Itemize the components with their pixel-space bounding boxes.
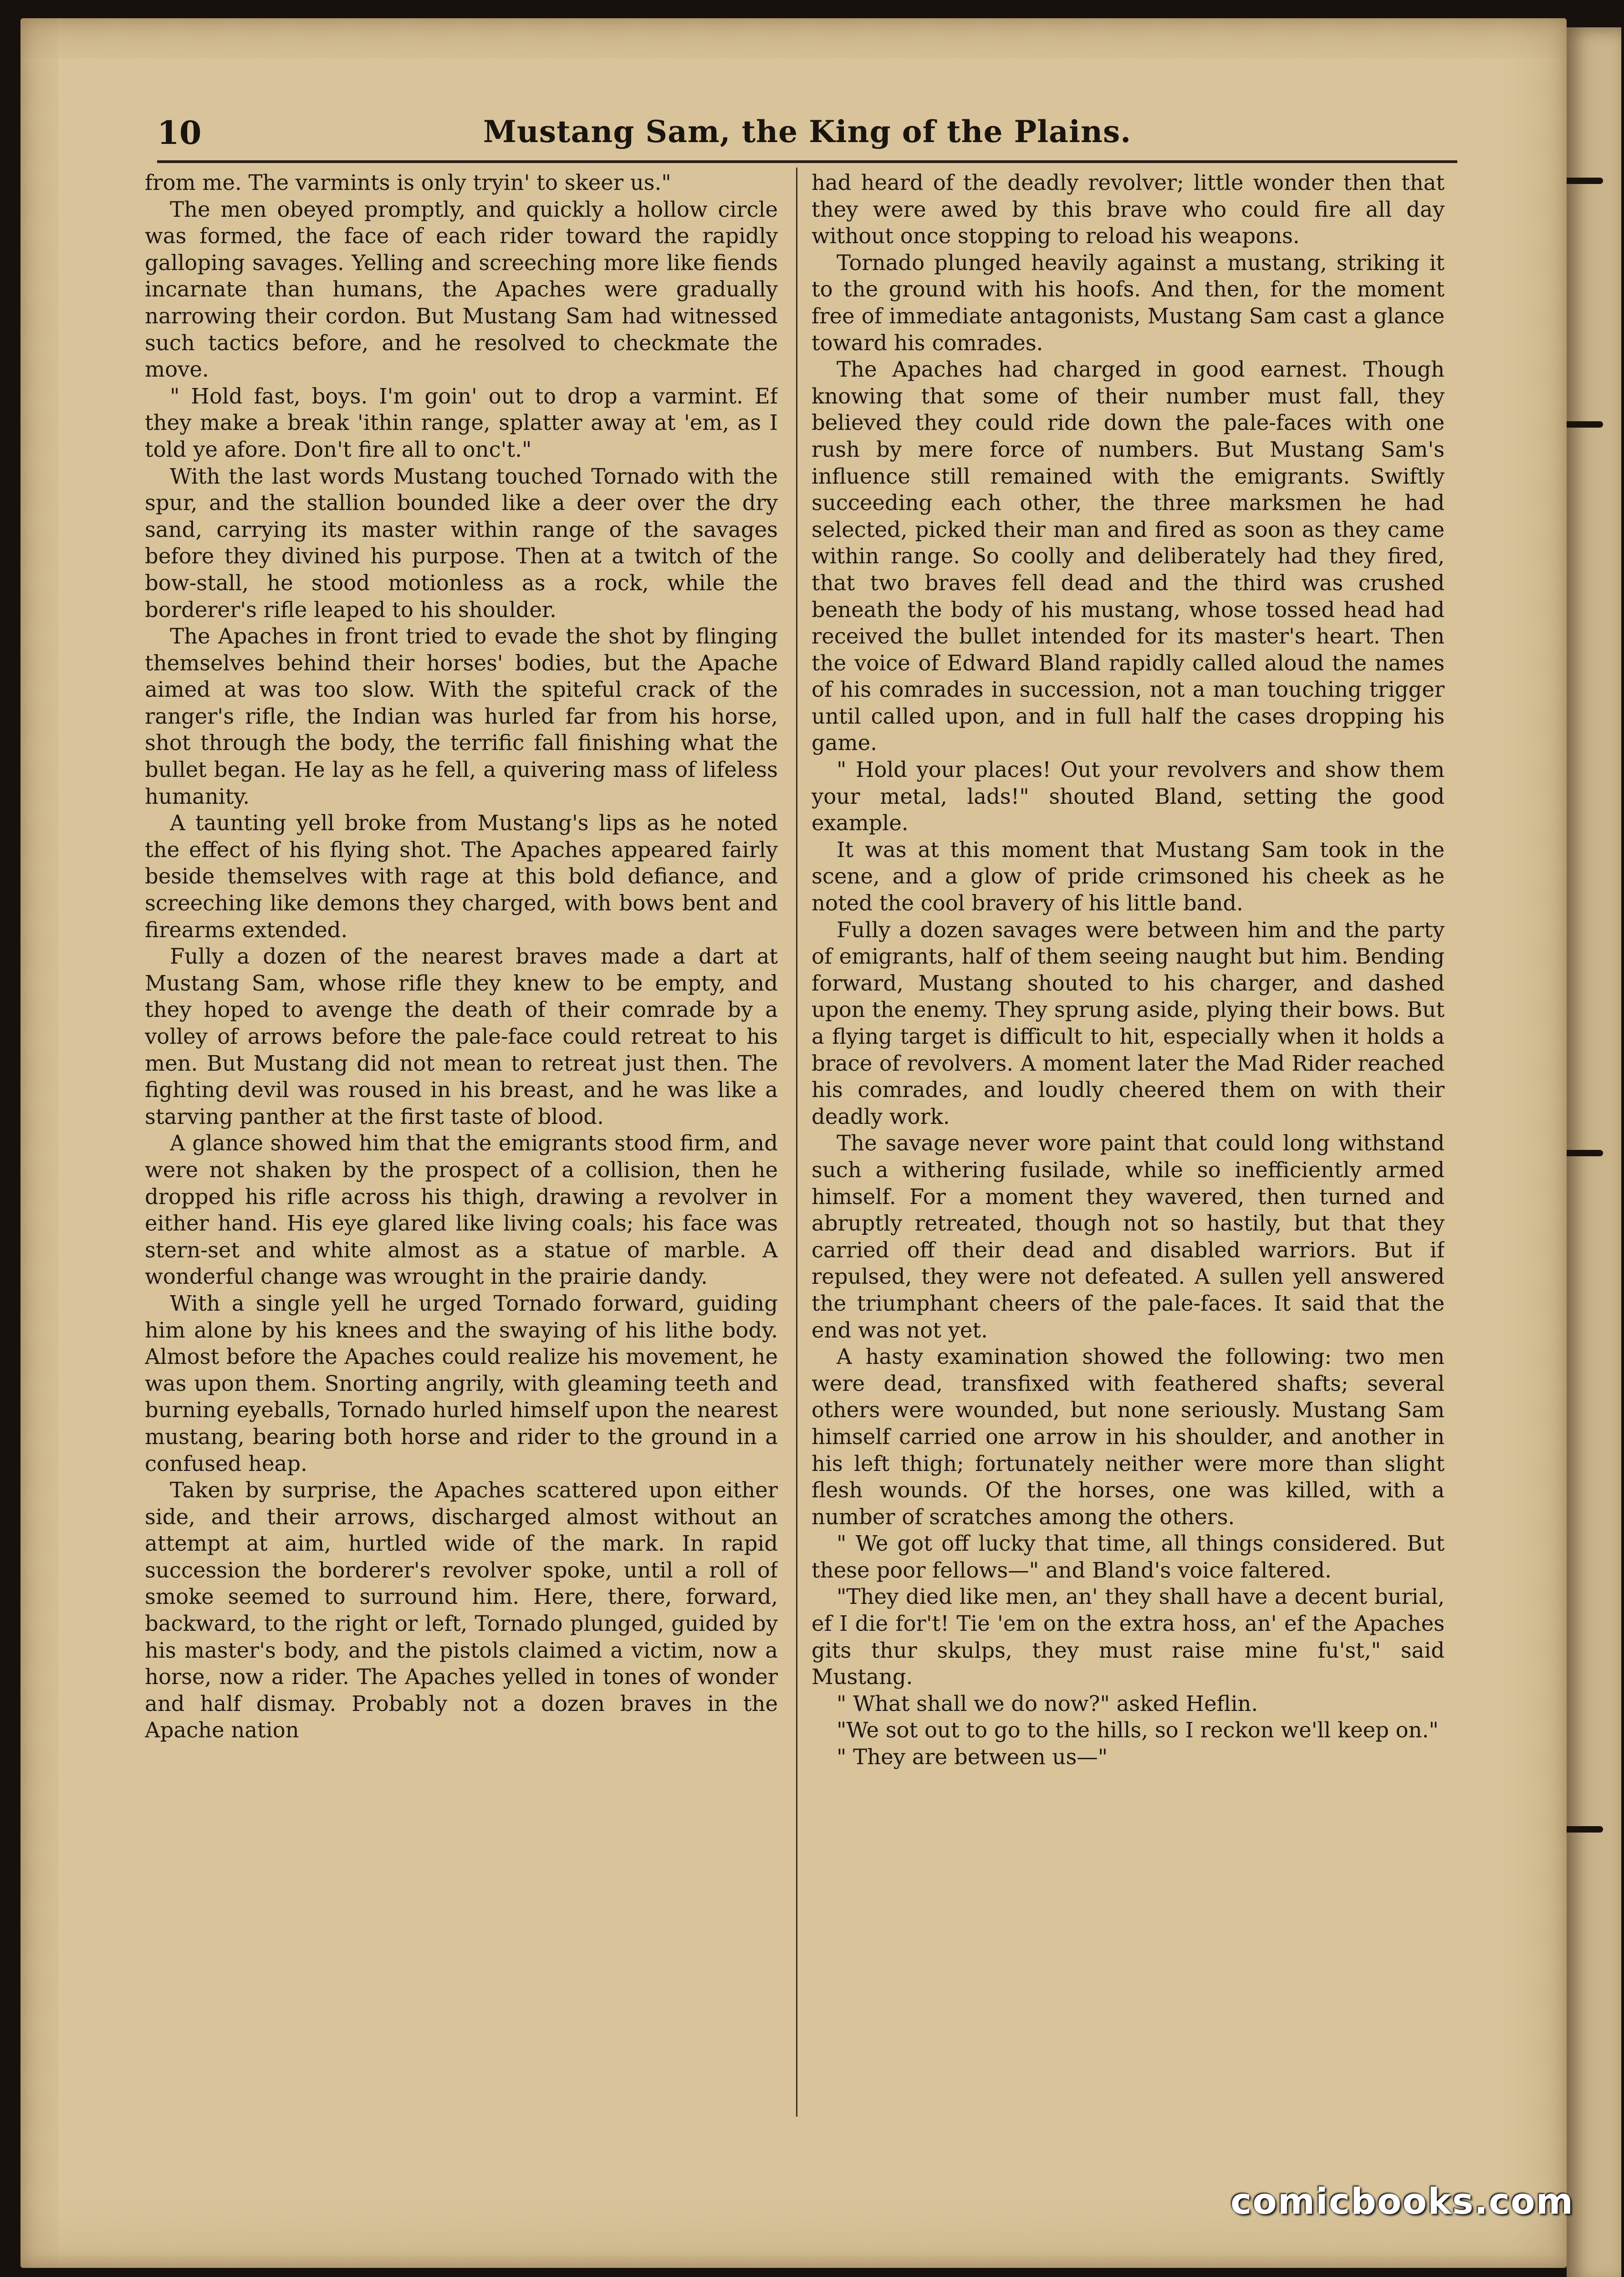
paragraph: "We sot out to go to the hills, so I reckon we'll keep on." [837, 1718, 1439, 1743]
paragraph: Tornado plunged heavily against a mustang, striking it to the ground with his hoofs. And then, for the moment free of immediate antagonists, Mustang Sam cast a glance toward his comrades. [812, 250, 1445, 355]
paragraph: from me. The varmints is only tryin' to skeer us." [145, 170, 671, 195]
paragraph: The men obeyed promptly, and quickly a hollow circle was formed, the face of each rider toward the rapidly galloping savages. Yelling and screeching more like fiends incarnate than humans, the Apaches were gradually narrowing their cordon. But Mustang Sam had witnessed such tactics before, and he resolved to checkmate the move. [145, 197, 778, 382]
page-number: 10 [157, 114, 202, 152]
paragraph: " We got off lucky that time, all things considered. But these poor fellows—" and Bland's voice faltered. [812, 1531, 1445, 1583]
right-column [812, 169, 1445, 2128]
page-header [157, 109, 1457, 159]
paragraph: With a single yell he urged Tornado forward, guiding him alone by his knees and the swaying of his lithe body. Almost before the Apaches could realize his movement, he was upon them. Snorting angrily, with gleaming teeth and burning eyeballs, Tornado hurled himself upon the nearest mustang, bearing both horse and rider to the ground in a confused heap. [145, 1291, 778, 1476]
running-title: Mustang Sam, the King of the Plains. [483, 114, 1132, 149]
paragraph: A taunting yell broke from Mustang's lips as he noted the effect of his flying shot. The Apaches appeared fairly beside themselves with rage at this bold defiance, and screeching like demons they charged, with bows bent and firearms extended. [145, 811, 778, 942]
binding-tab [1567, 1150, 1603, 1156]
binding-tab [1567, 1826, 1603, 1833]
paragraph: Fully a dozen of the nearest braves made a dart at Mustang Sam, whose rifle they knew to be empty, and they hoped to avenge the death of their comrade by a volley of arrows before the pale-face could retreat to his men. But Mustang did not mean to retreat just then. The fighting devil was roused in his breast, and he was like a starving panther at the first taste of blood. [145, 944, 778, 1129]
watermark: comicbooks.com [1230, 2181, 1574, 2222]
paragraph: had heard of the deadly revolver; little wonder then that they were awed by this brave who could fire all day without once stopping to reload his weapons. [812, 170, 1445, 249]
paragraph: The savage never wore paint that could long withstand such a withering fusilade, while so inefficiently armed himself. For a moment they wavered, then turned and abruptly retreated, though not so hastily, but that they carried off their dead and disabled warriors. But if repulsed, they were not defeated. A sullen yell answered the triumphant cheers of the pale-faces. It said that the end was not yet. [812, 1131, 1445, 1343]
paragraph: " Hold your places! Out your revolvers and show them your metal, lads!" shouted Bland, setting the good example. [812, 757, 1445, 836]
paragraph: " Hold fast, boys. I'm goin' out to drop a varmint. Ef they make a break 'ithin range, splatter away at 'em, as I told ye afore. Don't fire all to onc't." [145, 383, 778, 462]
binding-tab [1567, 178, 1603, 184]
left-column [145, 169, 778, 2128]
paragraph: The Apaches had charged in good earnest. Though knowing that some of their number must fall, they believed they could ride down the pale-faces with one rush by mere force of numbers. But Mustang Sam's influence still remained with the emigrants. Swiftly succeeding each other, the three marksmen he had selected, picked their man and fired as soon as they came within range. So coolly and deliberately had they fired, that two braves fell dead and the third was crushed beneath the body of his mustang, whose tossed head had received the bullet intended for its master's heart. Then the voice of Edward Bland rapidly called aloud the names of his comrades in succession, not a man touching trigger until called upon, and in full half the cases dropping his game. [812, 357, 1445, 756]
paragraph: It was at this moment that Mustang Sam took in the scene, and a glow of pride crimsoned his cheek as he noted the cool bravery of his little band. [812, 837, 1445, 916]
paragraph: A glance showed him that the emigrants stood firm, and were not shaken by the prospect of a collision, then he dropped his rifle across his thigh, drawing a revolver in either hand. His eye glared like living coals; his face was stern-set and white almost as a statue of marble. A wonderful change was wrought in the prairie dandy. [145, 1131, 778, 1289]
paragraph: With the last words Mustang touched Tornado with the spur, and the stallion bounded like a deer over the dry sand, carrying its master within range of the savages before they divined his purpose. Then at a twitch of the bow-stall, he stood motionless as a rock, while the borderer's rifle leaped to his shoulder. [145, 464, 778, 622]
paragraph: A hasty examination showed the following: two men were dead, transfixed with feathered shafts; several others were wounded, but none seriously. Mustang Sam himself carried one arrow in his shoulder, and another in his left thigh; fortunately neither were more than slight flesh wounds. Of the horses, one was killed, with a number of scratches among the others. [812, 1344, 1445, 1529]
paragraph: Fully a dozen savages were between him and the party of emigrants, half of them seeing naught but him. Bending forward, Mustang shouted to his charger, and dashed upon the enemy. They sprung aside, plying their bows. But a flying target is difficult to hit, especially when it holds a brace of revolvers. A moment later the Mad Rider reached his comrades, and loudly cheered them on with their deadly work. [812, 917, 1445, 1129]
paragraph: " What shall we do now?" asked Heflin. [837, 1691, 1258, 1716]
paragraph: " They are between us—" [837, 1745, 1108, 1770]
paragraph: The Apaches in front tried to evade the shot by flinging themselves behind their horses' bodies, but the Apache aimed at was too slow. With the spiteful crack of the ranger's rifle, the Indian was hurled far from his horse, shot through the body, the terrific fall finishing what the bullet began. He lay as he fell, a quivering mass of lifeless humanity. [145, 624, 778, 809]
paragraph: "They died like men, an' they shall have a decent burial, ef I die for't! Tie 'em on the extra hoss, an' ef the Apaches gits thur skulps, they must raise mine fu'st," said Mustang. [812, 1584, 1445, 1690]
column-divider [796, 168, 797, 2117]
binding-tab [1567, 421, 1603, 428]
header-rule [157, 160, 1457, 163]
paragraph: Taken by surprise, the Apaches scattered upon either side, and their arrows, discharged almost without an attempt at aim, hurtled wide of the mark. In rapid succession the borderer's revolver spoke, until a roll of smoke seemed to surround him. Here, there, forward, backward, to the right or left, Tornado plunged, guided by his master's body, and the pistols claimed a victim, now a horse, now a rider. The Apaches yelled in tones of wonder and half dismay. Probably not a dozen braves in the Apache nation [145, 1478, 778, 1743]
